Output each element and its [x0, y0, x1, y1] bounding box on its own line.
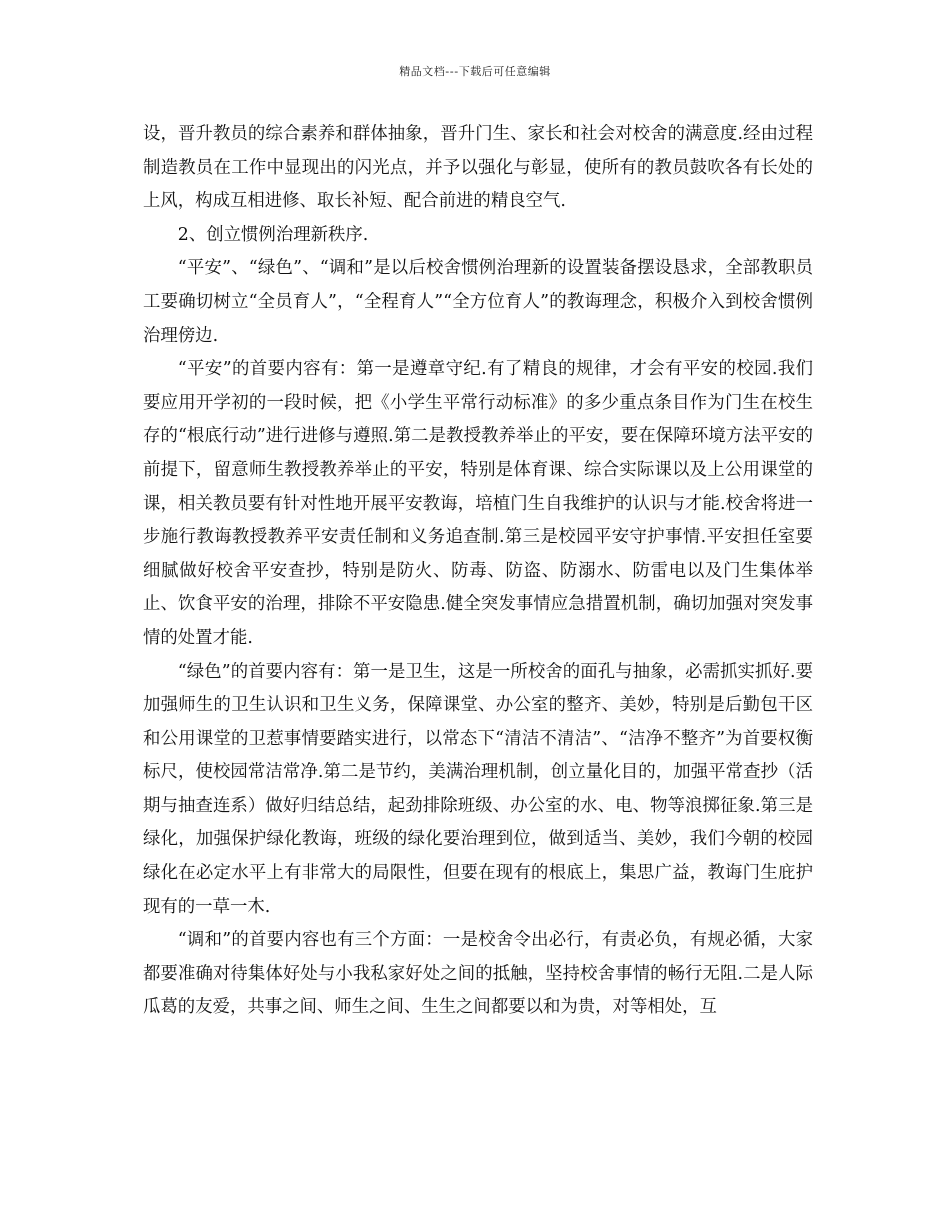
paragraph: “调和”的首要内容也有三个方面：一是校舍令出必行，有责必负，有规必循，大家都要准确对待集体好处与小我私家好处之间的抵触，坚持校舍事情的畅行无阻.二是人际瓜葛的友爱，共事之间、师生之间、生生之间都要以和为贵，对等相处，互: [143, 930, 813, 1018]
paragraph: “绿色”的首要内容有：第一是卫生，这是一所校舍的面孔与抽象，必需抓实抓好.要加强师生的卫生认识和卫生义务，保障课堂、办公室的整齐、美妙，特别是后勤包干区和公用课堂的卫惹事情要踏实进行，以常态下“清洁不清洁”、“洁净不整齐”为首要权衡标尺，使校园常洁常净.第二是节约，美满治理机制，创立量化目的，加强平常查抄（活期与抽查连系）做好归结总结，起劲排除班级、办公室的水、电、物等浪掷征象.第三是绿化，加强保护绿化教诲，班级的绿化要治理到位，做到适当、美妙，我们今朝的校园绿化在必定水平上有非常大的局限性，但要在现有的根底上，集思广益，教诲门生庇护现有的一草一木.: [143, 661, 813, 917]
paragraph: “平安”的首要内容有：第一是遵章守纪.有了精良的规律，才会有平安的校园.我们要应用开学初的一段时候，把《小学生平常行动标准》的多少重点条目作为门生在校生存的“根底行动”进行进修与遵照.第二是教授教养举止的平安，要在保障环境方法平安的前提下，留意师生教授教养举止的平安，特别是体育课、综合实际课以及上公用课堂的课，相关教员要有针对性地开展平安教诲，培植门生自我维护的认识与才能.校舍将进一步施行教诲教授教养平安责任制和义务追查制.第三是校园平安守护事情.平安担任室要细腻做好校舍平安查抄，特别是防火、防毒、防盗、防溺水、防雷电以及门生集体举止、饮食平安的治理，排除不平安隐患.健全突发事情应急措置机制，确切加强对突发事情的处置才能.: [143, 359, 813, 648]
paragraph: “平安”、“绿色”、“调和”是以后校舍惯例治理新的设置装备摆设恳求，全部教职员工要确切树立“全员育人”，“全程育人”“全方位育人”的教诲理念，积极介入到校舍惯例治理傍边.: [143, 258, 813, 346]
section-heading: 2、创立惯例治理新秩序.: [177, 224, 369, 245]
page-header: 精品文档---下载后可任意编辑: [399, 65, 551, 78]
paragraph: 设，晋升教员的综合素养和群体抽象，晋升门生、家长和社会对校舍的满意度.经由过程制造教员在工作中显现出的闪光点，并予以强化与彰显，使所有的教员鼓吹各有长处的上风，构成互相进修、取长补短、配合前进的精良空气.: [143, 124, 813, 212]
document-body: [143, 118, 813, 1025]
